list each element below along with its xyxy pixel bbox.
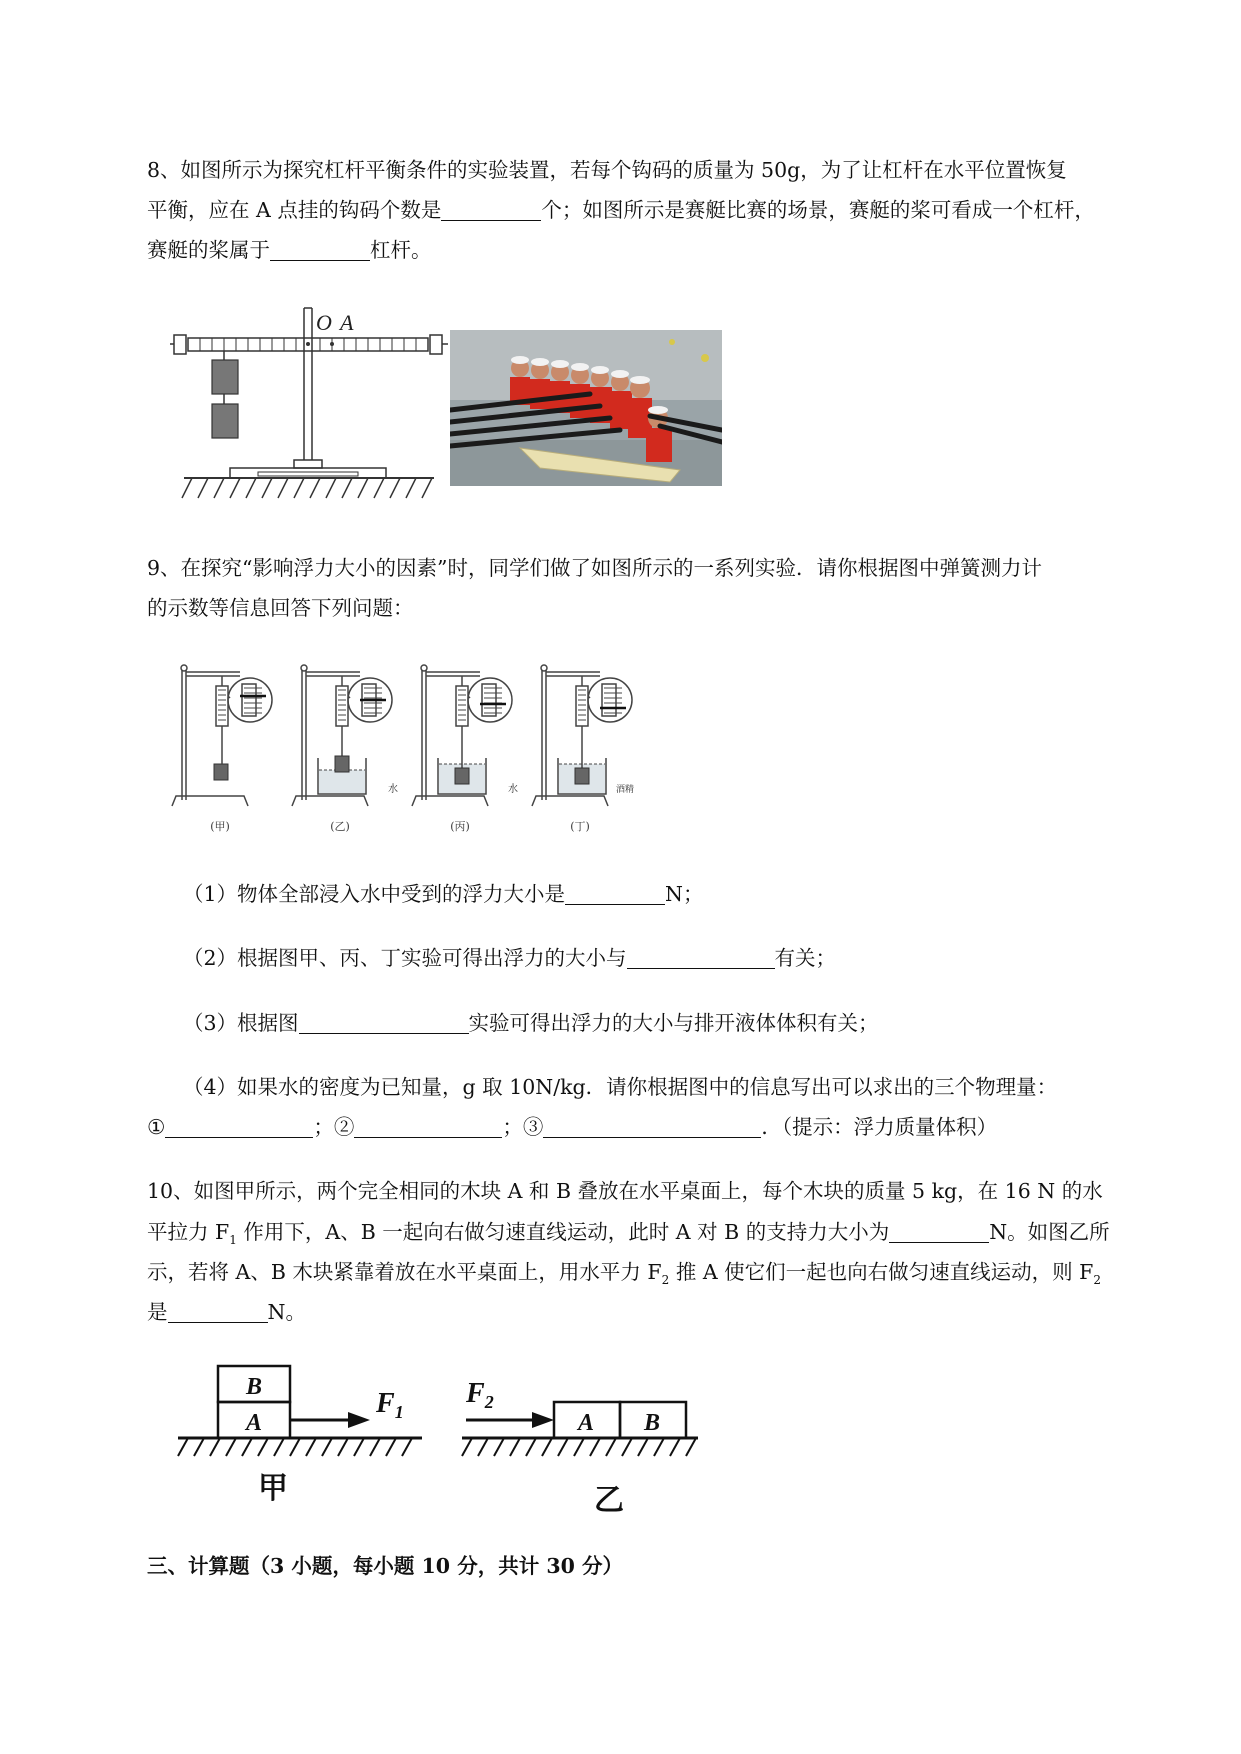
q9-blank-3[interactable] — [299, 1011, 469, 1034]
q8-text-3a: 赛艇的桨属于 — [147, 238, 270, 262]
q8-line1: 8、如图所示为探究杠杆平衡条件的实验装置，若每个钩码的质量为 50g，为了让杠杆在水平位置恢复 — [147, 158, 1067, 182]
q10-sub-3: 2 — [1093, 1273, 1102, 1288]
q9-c3: ；③ — [502, 1115, 544, 1139]
q9-line2: 的示数等信息回答下列问题： — [147, 596, 414, 620]
q10-blank-2[interactable] — [168, 1300, 268, 1323]
q10-text-4a: 是 — [147, 1300, 168, 1324]
lever-label-o: O — [316, 310, 332, 335]
q9-sub3 — [183, 1009, 879, 1037]
q9-c1: ① — [147, 1115, 166, 1139]
lever-apparatus-figure — [170, 300, 460, 510]
q9-blank-2[interactable] — [627, 946, 775, 969]
liquid-label-water-1: 水 — [388, 784, 398, 795]
q8-text-2b: 个；如图所示是赛艇比赛的场景，赛艇的桨可看成一个杠杆， — [541, 198, 1095, 222]
q10-line3 — [147, 1258, 1101, 1294]
section-3-heading: 三、计算题（3 小题，每小题 10 分，共计 30 分） — [147, 1554, 624, 1578]
caption-yi: (乙) — [330, 820, 350, 833]
q8-blank-1[interactable] — [441, 198, 541, 221]
block-b-label-jia: B — [246, 1374, 263, 1400]
q9-s4-tail: ．（提示：浮力质量体积） — [761, 1115, 998, 1139]
block-a-label-yi: A — [578, 1410, 595, 1436]
q9-sub1 — [183, 880, 703, 908]
q9-sub4: （4）如果水的密度为已知量，g 取 10N/kg．请你根据图中的信息写出可以求出的三个物理量： — [183, 1075, 1058, 1099]
q10-sub-1: 1 — [229, 1233, 237, 1248]
q9-sub4-answers — [147, 1113, 997, 1141]
block-a-label-jia: A — [246, 1410, 263, 1436]
liquid-label-alcohol: 酒精 — [616, 785, 635, 795]
q9-s3-text: （3）根据图 — [183, 1011, 299, 1035]
apparatus-jia — [172, 665, 272, 806]
apparatus-bing — [412, 665, 512, 806]
apparatus-yi — [292, 665, 392, 806]
q9-blank-5[interactable] — [354, 1115, 502, 1138]
lever-label-a: A — [340, 310, 354, 335]
liquid-label-water-2: 水 — [508, 784, 518, 795]
q10-text-2b: 作用下，A、B 一起向右做匀速直线运动，此时 A 对 B 的支持力大小为 — [236, 1220, 890, 1244]
q9-s2-text: （2）根据图甲、丙、丁实验可得出浮力的大小与 — [183, 946, 627, 970]
q9-s1-text: （1）物体全部浸入水中受到的浮力大小是 — [183, 882, 566, 906]
rowing-photo — [450, 330, 722, 486]
caption-bing: (丙) — [450, 820, 470, 833]
q9-sub2 — [183, 944, 836, 972]
q9-c2: ；② — [313, 1115, 355, 1139]
q8-text-2a: 平衡，应在 A 点挂的钩码个数是 — [147, 198, 442, 222]
q9-line1: 9、在探究“影响浮力大小的因素”时，同学们做了如图所示的一系列实验．请你根据图中弹簧测力计 — [147, 556, 1043, 580]
q10-text-4b: N。 — [267, 1300, 306, 1324]
q10-sub-2: 2 — [661, 1273, 670, 1288]
q9-s3-tail: 实验可得出浮力的大小与排开液体体积有关； — [468, 1011, 879, 1035]
blocks-figure — [170, 1360, 710, 1520]
q10-text-3a: 示，若将 A、B 木块紧靠着放在水平桌面上，用水平力 F — [147, 1260, 662, 1284]
q10-text-3b: 推 A 使它们一起也向右做匀速直线运动，则 F — [669, 1260, 1094, 1284]
block-b-label-yi: B — [644, 1410, 661, 1436]
caption-ding: (丁) — [570, 820, 590, 833]
q8-blank-2[interactable] — [270, 238, 370, 261]
q9-s1-unit: N； — [665, 882, 704, 906]
q10-text-2a: 平拉力 F — [147, 1220, 230, 1244]
q9-blank-6[interactable] — [543, 1115, 761, 1138]
figure-label-yi: 乙 — [594, 1483, 624, 1518]
q9-blank-4[interactable] — [165, 1115, 313, 1138]
force-f1-label: $F_1$ — [376, 1388, 404, 1422]
caption-jia: (甲) — [210, 820, 230, 833]
q10-text-2c: N。如图乙所 — [989, 1220, 1110, 1244]
buoyancy-experiment-figure — [170, 660, 670, 840]
figure-label-jia: 甲 — [258, 1471, 288, 1506]
q10-blank-1[interactable] — [889, 1220, 989, 1243]
q10-line4 — [147, 1298, 306, 1326]
q10-line1: 10、如图甲所示，两个完全相同的木块 A 和 B 叠放在水平桌面上，每个木块的质量 5 kg，在 16 N 的水 — [147, 1179, 1103, 1203]
q8-line2 — [147, 196, 1095, 224]
q9-s2-tail: 有关； — [774, 946, 837, 970]
q8-line3 — [147, 236, 432, 264]
force-f2-label: $F_2$ — [466, 1378, 494, 1412]
q9-blank-1[interactable] — [565, 882, 665, 905]
q10-line2 — [147, 1218, 1110, 1254]
q8-text-3b: 杠杆。 — [370, 238, 432, 262]
